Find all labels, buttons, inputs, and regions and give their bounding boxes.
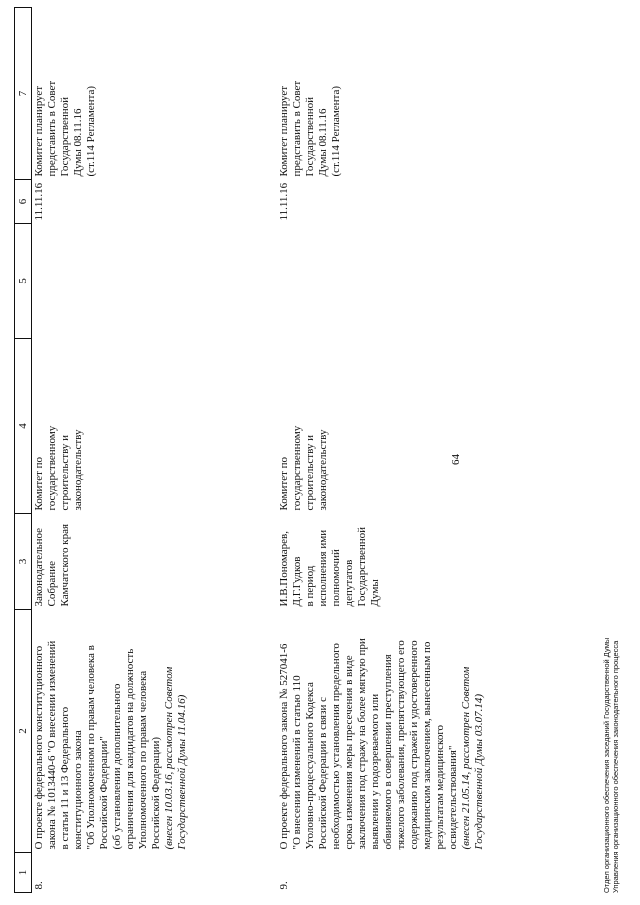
cell-text-line: закона № 1013440-6 "О внесении изменений xyxy=(46,640,58,850)
status-cell xyxy=(277,8,557,180)
cell-text-line: О проекте федерального конституционного xyxy=(33,645,45,850)
cell-text-line: Уполномоченного по правам человека xyxy=(137,670,149,850)
cell-text-line: содержанию под стражей и удостоверенного xyxy=(407,640,420,850)
cell-text-line: исполнения ими xyxy=(316,529,329,607)
status-cell xyxy=(32,8,277,180)
cell-text-line: строительству и xyxy=(59,434,71,511)
cell-text-line: в период xyxy=(303,565,316,607)
empty-cell xyxy=(32,224,277,339)
cell-text-line: Комитет по xyxy=(277,456,290,511)
cell-text-line: Думы xyxy=(368,579,381,607)
cell-text-line: необходимостью установления предельного xyxy=(329,643,342,850)
cell-text-line: заключения под стражу на более мягкую при xyxy=(355,638,368,850)
cell-text-line: депутатов xyxy=(342,559,355,607)
cell-text-line: Комитет планирует xyxy=(277,85,290,177)
cell-text-line: (внесен 10.03.16, рассмотрен Советом xyxy=(163,666,175,850)
cell-text-line: 11.11.16 xyxy=(33,182,45,221)
cell-text-line: 9. xyxy=(277,881,290,890)
cell-text-line: Думы 08.11.16 xyxy=(316,108,329,177)
cell-text-line: "О внесении изменений в статью 110 xyxy=(290,675,303,850)
column-header: 2 xyxy=(15,610,32,853)
cell-text-line: результатам медицинского xyxy=(433,724,446,850)
page-number: 64 xyxy=(450,454,462,465)
cell-text-line: Законодательное xyxy=(33,527,45,607)
cell-text-line: законодательству xyxy=(72,429,84,511)
cell-text-line: полномочий xyxy=(329,549,342,607)
empty-cell xyxy=(277,224,557,339)
bills-table xyxy=(14,7,557,893)
committee-cell xyxy=(32,339,277,514)
cell-text-line: Государственной Думы 03.07.14) xyxy=(472,693,485,850)
table-row xyxy=(277,8,557,893)
initiator-cell xyxy=(32,514,277,610)
cell-text-line: И.В.Пономарев, xyxy=(277,531,290,607)
column-header: 1 xyxy=(15,853,32,893)
cell-text-line: Комитет по xyxy=(33,456,45,511)
cell-text-line: Российской Федерации" xyxy=(98,736,110,850)
row-number-cell xyxy=(277,853,557,893)
cell-text-line: Государственной xyxy=(355,526,368,607)
cell-text-line: освидетельствования" xyxy=(446,745,459,850)
date-cell xyxy=(277,180,557,224)
column-header: 5 xyxy=(15,224,32,339)
cell-text-line: Собрание xyxy=(46,561,58,607)
cell-text-line: срока изменения меры пресечения в виде xyxy=(342,655,355,850)
table-header-row xyxy=(15,8,32,893)
cell-text-line: (ст.114 Регламента) xyxy=(329,85,342,177)
column-header: 7 xyxy=(15,8,32,180)
cell-text-line: государственному xyxy=(290,425,303,511)
cell-text-line: тяжелого заболевания, препятствующего его xyxy=(394,640,407,850)
footer-line: Управления организационного обеспечения законодательного процесса xyxy=(611,640,620,893)
cell-text-line: Российской Федерации в связи с xyxy=(316,697,329,850)
cell-text-line: (об установлении дополнительного xyxy=(111,683,123,850)
cell-text-line: ограничения для кандидатов на должность xyxy=(124,648,136,850)
column-header: 6 xyxy=(15,180,32,224)
cell-text-line: (ст.114 Регламента) xyxy=(85,85,97,177)
cell-text-line: 8. xyxy=(33,881,45,890)
cell-text-line: медицинским заключением, вынесенным по xyxy=(420,641,433,850)
committee-cell xyxy=(277,339,557,514)
cell-text-line: Государственной xyxy=(303,96,316,177)
cell-text-line: Российской Федерации) xyxy=(150,736,162,850)
cell-text-line: Государственной xyxy=(59,96,71,177)
cell-text-line: законодательству xyxy=(316,429,329,511)
document-footer xyxy=(602,638,620,893)
row-number-cell xyxy=(32,853,277,893)
cell-text-line: конституционного закона xyxy=(72,730,84,850)
cell-text-line: представить в Совет xyxy=(290,80,303,177)
cell-text-line: Уголовно-процессуального Кодекса xyxy=(303,682,316,850)
cell-text-line: государственному xyxy=(46,425,58,511)
table-row xyxy=(32,8,277,893)
cell-text-line: 11.11.16 xyxy=(277,182,290,221)
cell-text-line: представить в Совет xyxy=(46,80,58,177)
initiator-cell xyxy=(277,514,557,610)
cell-text-line: Д.Г.Гудков xyxy=(290,556,303,607)
cell-text-line: Думы 08.11.16 xyxy=(72,108,84,177)
column-header: 4 xyxy=(15,339,32,514)
bill-title-cell xyxy=(32,610,277,853)
cell-text-line: обвиняемого в совершении преступления xyxy=(381,654,394,850)
cell-text-line: "Об Уполномоченном по правам человека в xyxy=(85,645,97,850)
date-cell xyxy=(32,180,277,224)
cell-text-line: Государственной Думы 11.04.16) xyxy=(176,694,188,850)
cell-text-line: Комитет планирует xyxy=(33,85,45,177)
column-header: 3 xyxy=(15,514,32,610)
cell-text-line: строительству и xyxy=(303,434,316,511)
cell-text-line: в статьи 11 и 13 Федерального xyxy=(59,706,71,850)
cell-text-line: (внесен 21.05.14, рассмотрен Советом xyxy=(459,666,472,850)
bill-title-cell xyxy=(277,610,557,853)
cell-text-line: выявлении у подозреваемого или xyxy=(368,693,381,850)
cell-text-line: Камчатского края xyxy=(59,523,71,607)
footer-line: Отдел организационного обеспечения заседаний Государственной Думы xyxy=(602,637,611,893)
cell-text-line: О проекте федерального закона № 527041-6 xyxy=(277,643,290,850)
